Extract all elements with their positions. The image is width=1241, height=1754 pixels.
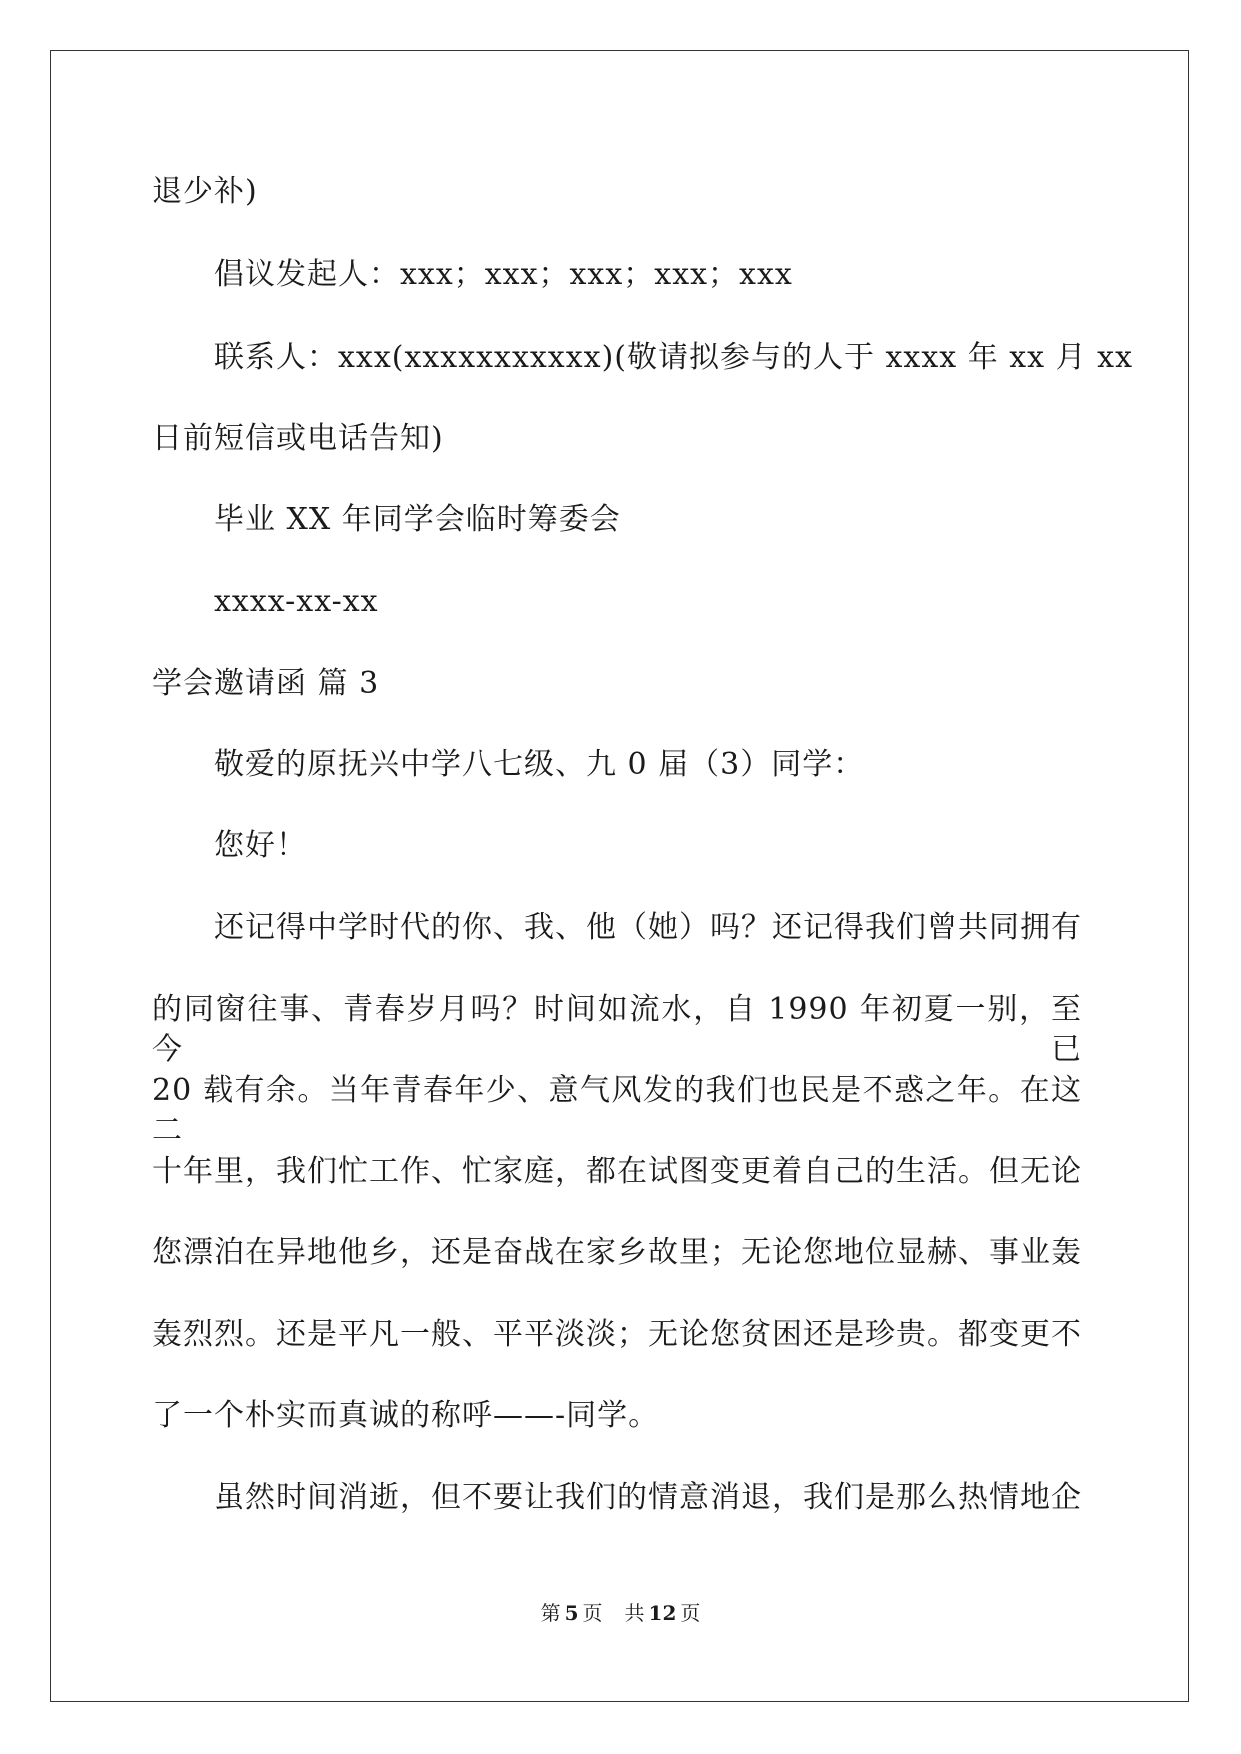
total-prefix: 共 — [624, 1601, 645, 1625]
text-line: 退少补) — [152, 174, 258, 209]
page-total: 12 — [648, 1601, 677, 1625]
text-line: 的同窗往事、青春岁月吗？时间如流水，自 1990 年初夏一别，至今已 — [152, 992, 1082, 1067]
text-line: 还记得中学时代的你、我、他（她）吗？还记得我们曾共同拥有 — [214, 910, 1082, 945]
text-line: 虽然时间消逝，但不要让我们的情意消退，我们是那么热情地企 — [214, 1480, 1082, 1515]
text-line: 了一个朴实而真诚的称呼——-同学。 — [152, 1398, 660, 1433]
greeting: 您好！ — [214, 828, 307, 863]
page-suffix: 页 — [582, 1601, 603, 1625]
total-suffix: 页 — [680, 1601, 701, 1625]
page-prefix: 第 — [540, 1601, 561, 1625]
page-current: 5 — [564, 1601, 579, 1625]
text-line: 您漂泊在异地他乡，还是奋战在家乡故里；无论您地位显赫、事业轰 — [152, 1235, 1082, 1270]
page-frame — [50, 50, 1189, 1702]
text-line: 倡议发起人：xxx；xxx；xxx；xxx；xxx — [214, 257, 793, 292]
section-heading: 学会邀请函 篇 3 — [152, 666, 380, 701]
text-line: 联系人：xxx(xxxxxxxxxxx)(敬请拟参与的人于 xxxx 年 xx 月 xx — [214, 340, 1134, 375]
salutation: 敬爱的原抚兴中学八七级、九 0 届（3）同学： — [214, 747, 865, 782]
page-footer — [0, 1600, 1241, 1626]
text-line: 轰烈烈。还是平凡一般、平平淡淡；无论您贫困还是珍贵。都变更不 — [152, 1317, 1082, 1352]
text-line: 十年里，我们忙工作、忙家庭，都在试图变更着自己的生活。但无论 — [152, 1154, 1082, 1189]
text-line: 毕业 XX 年同学会临时筹委会 — [214, 502, 621, 537]
text-line: 日前短信或电话告知) — [152, 421, 444, 456]
text-line: xxxx-xx-xx — [214, 584, 379, 619]
text-line: 20 载有余。当年青春年少、意气风发的我们也民是不惑之年。在这二 — [152, 1073, 1082, 1148]
